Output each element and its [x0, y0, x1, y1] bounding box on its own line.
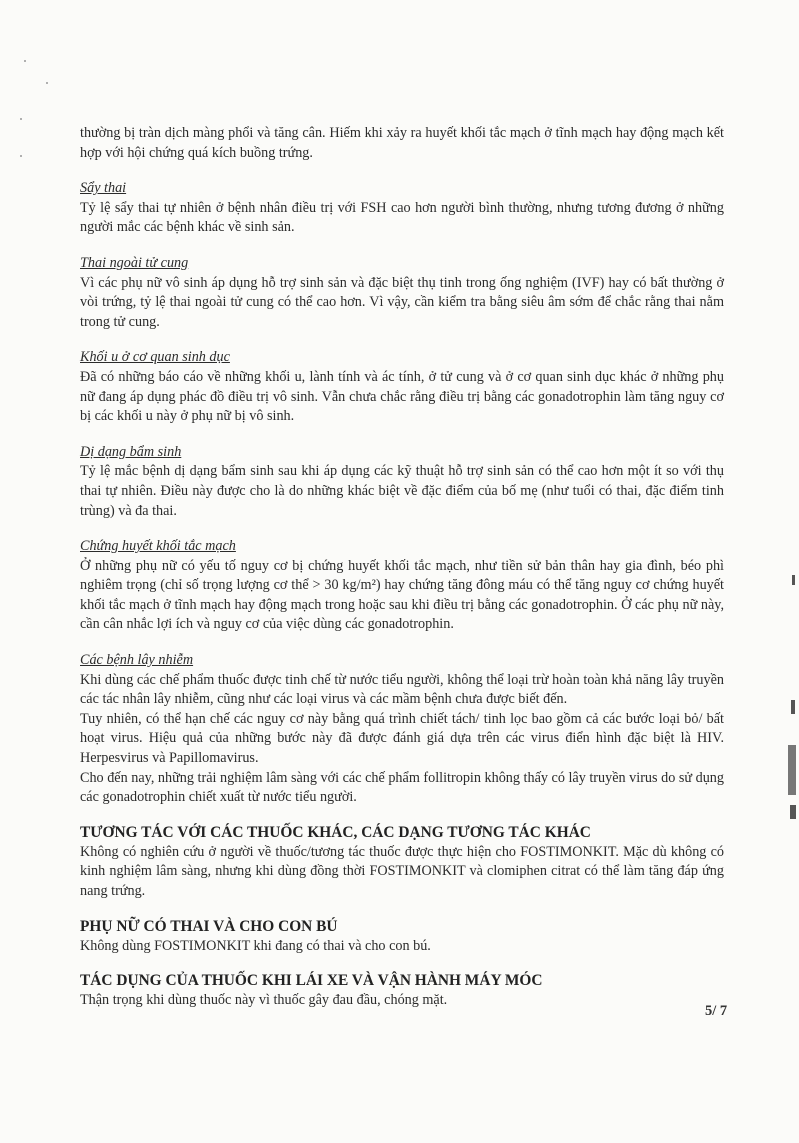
paragraph: thường bị tràn dịch màng phổi và tăng cân. Hiếm khi xảy ra huyết khối tắc mạch ở tĩnh mạch hay động mạch kết hợp với hội chứng quá kích buồng trứng.	[80, 125, 724, 161]
paragraph: Khi dùng các chế phẩm thuốc được tinh chế từ nước tiểu người, không thể loại trừ hoàn toàn khả năng lây truyền các tác nhân lây nhiễm, cũng như các loại virus và các mầm bệnh chưa được biết đến.	[80, 671, 724, 708]
paragraph: Đã có những báo cáo về những khối u, lành tính và ác tính, ở tử cung và ở cơ quan sinh dục khác ở những phụ nữ đang áp dụng phác đồ điều trị vô sinh. Vẫn chưa chắc rằng điều trị bằng các gonadotrophin làm tăng nguy cơ bị các khối u này ở phụ nữ bị vô sinh.	[80, 368, 724, 425]
subsection-heading: Dị dạng bẩm sinh	[80, 443, 182, 460]
paragraph: Thận trọng khi dùng thuốc này vì thuốc gây đau đầu, chóng mặt.	[80, 992, 448, 1009]
subsection-heading: Thai ngoài tử cung	[80, 254, 189, 271]
scan-speck	[20, 118, 22, 120]
page-number: 5/ 7	[705, 1003, 728, 1019]
section-heading: TÁC DỤNG CỦA THUỐC KHI LÁI XE VÀ VẬN HÀNH MÁY MÓC	[80, 972, 543, 990]
subsection-heading: Chứng huyết khối tắc mạch	[80, 538, 236, 555]
document-body	[80, 124, 724, 1011]
scan-edge-mark	[791, 700, 795, 714]
paragraph: Không dùng FOSTIMONKIT khi đang có thai và cho con bú.	[80, 937, 431, 954]
paragraph: Vì các phụ nữ vô sinh áp dụng hỗ trợ sinh sản và đặc biệt thụ tinh trong ống nghiệm (IVF) hay có bất thường ở vòi trứng, tỷ lệ thai ngoài tử cung có thể cao hơn. Vì vậy, cần kiểm tra bằng siêu âm sớm để chắc rằng thai nằm trong tử cung.	[80, 274, 724, 330]
scan-speck	[24, 60, 26, 62]
subsection-heading: Sẩy thai	[80, 180, 127, 197]
subsection-heading: Khối u ở cơ quan sinh dục	[80, 349, 230, 366]
paragraph: Tỷ lệ sẩy thai tự nhiên ở bệnh nhân điều trị với FSH cao hơn người bình thường, nhưng tương đương ở những người mắc các bệnh khác về sinh sản.	[80, 199, 724, 236]
paragraph: Tỷ lệ mắc bệnh dị dạng bẩm sinh sau khi áp dụng các kỹ thuật hỗ trợ sinh sản có thể cao hơn một ít so với thụ thai tự nhiên. Điều này được cho là do những khác biệt về đặc điểm của bố mẹ (như tuổi có thai, đặc điểm tinh trùng) và đa thai.	[80, 463, 724, 519]
subsection-heading: Các bệnh lây nhiễm	[80, 652, 194, 669]
scan-edge-mark	[792, 575, 795, 585]
section-heading: PHỤ NỮ CÓ THAI VÀ CHO CON BÚ	[80, 917, 338, 935]
scan-speck	[20, 155, 22, 157]
paragraph: Ở những phụ nữ có yếu tố nguy cơ bị chứng huyết khối tắc mạch, như tiền sử bản thân hay gia đình, béo phì nghiêm trọng (chỉ số trọng lượng cơ thể > 30 kg/m²) hay chứng tăng đông máu có thể tăng nguy cơ chứng huyết khối tắc mạch ở tĩnh mạch hay động mạch trong hoặc sau khi điều trị bằng các gonadotrophin. Ở các phụ nữ này, cần cân nhắc lợi ích và nguy cơ của việc dùng các gonadotrophin.	[80, 557, 724, 633]
paragraph: Không có nghiên cứu ở người về thuốc/tương tác thuốc được thực hiện cho FOSTIMONKIT. Mặc dù không có kinh nghiệm lâm sàng, nhưng khi dùng đồng thời FOSTIMONKIT và clomiphen citrat có thể làm tăng đáp ứng nang trứng.	[80, 843, 724, 899]
scan-speck	[46, 82, 48, 84]
section-heading: TƯƠNG TÁC VỚI CÁC THUỐC KHÁC, CÁC DẠNG TƯƠNG TÁC KHÁC	[80, 823, 591, 841]
scan-edge-mark	[790, 805, 796, 819]
paragraph: Tuy nhiên, có thể hạn chế các nguy cơ này bằng quá trình chiết tách/ tinh lọc bao gồm cả các bước loại bỏ/ bất hoạt virus. Hiệu quả của những bước này đã được đánh giá dựa trên các virus điển hình đặc biệt là HIV. Herpesvirus và Papillomavirus.	[80, 710, 724, 767]
paragraph: Cho đến nay, những trải nghiệm lâm sàng với các chế phẩm follitropin không thấy có lây truyền virus do sử dụng các gonadotrophin chiết xuất từ nước tiểu người.	[80, 769, 724, 806]
scan-edge-mark	[788, 745, 796, 795]
